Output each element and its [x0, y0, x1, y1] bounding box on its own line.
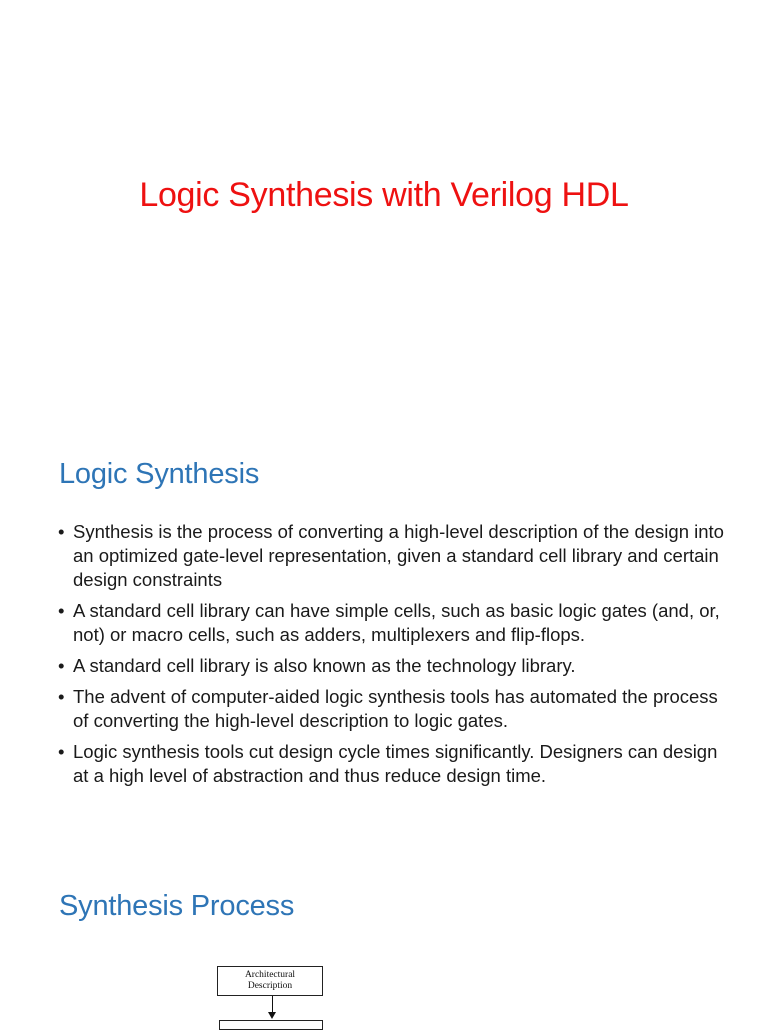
list-item: [58, 520, 728, 592]
bullet-icon: •: [58, 741, 65, 762]
bullet-list: [58, 520, 728, 795]
box-label-line2: Description: [247, 981, 293, 991]
bullet-icon: •: [58, 655, 65, 676]
list-item: [58, 740, 728, 788]
slide-title: Logic Synthesis with Verilog HDL: [139, 176, 629, 214]
synthesis-flow-diagram: [0, 950, 768, 1024]
bullet-text: A standard cell library can have simple cells, such as basic logic gates (and, or, not) or macro cells, such as adders, multiplexers and flip-flops.: [73, 600, 720, 645]
section-heading-synthesis-process: Synthesis Process: [59, 890, 295, 922]
bullet-text: Logic synthesis tools cut design cycle times significantly. Designers can design at a high level of abstraction and thus reduce design time.: [73, 741, 718, 786]
list-item: [58, 599, 728, 647]
box-label-line1: Architectural: [244, 970, 296, 980]
bullet-text: The advent of computer-aided logic synthesis tools has automated the process of converting the high-level description to logic gates.: [73, 686, 718, 731]
section-heading-logic-synthesis: Logic Synthesis: [59, 458, 260, 490]
title-slide: [0, 0, 768, 410]
arrow-down-icon: [268, 1012, 276, 1019]
bullet-icon: •: [58, 686, 65, 707]
next-stage-box: [219, 1020, 323, 1030]
bullet-icon: •: [58, 521, 65, 542]
bullet-icon: •: [58, 600, 65, 621]
bullet-text: A standard cell library is also known as the technology library.: [73, 655, 576, 676]
bullet-text: Synthesis is the process of converting a high-level description of the design into an optimized gate-level representation, given a standard cell library and certain design constraints: [73, 521, 724, 590]
list-item: [58, 685, 728, 733]
architectural-description-box: [217, 966, 323, 996]
list-item: [58, 654, 728, 678]
